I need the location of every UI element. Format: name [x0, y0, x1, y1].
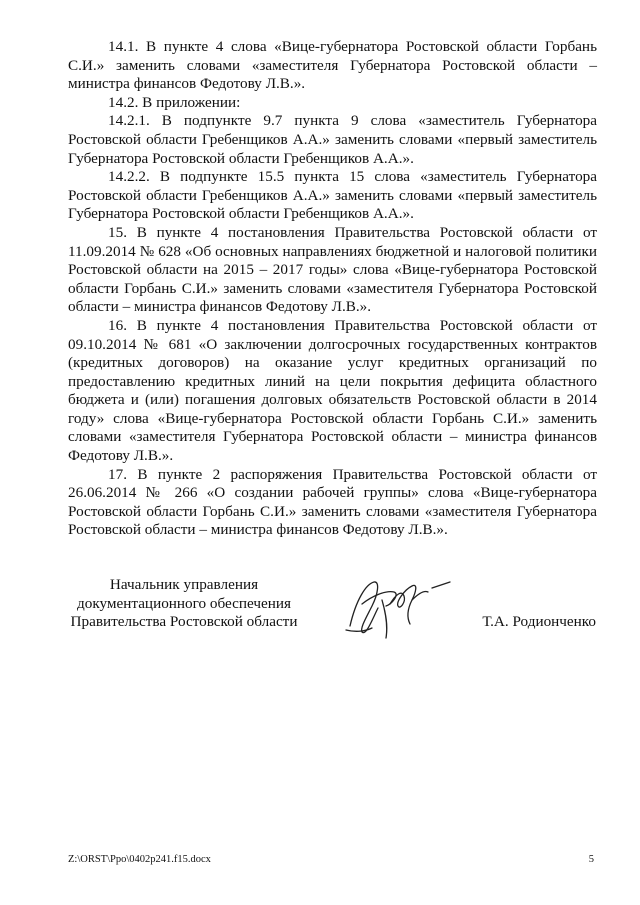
page-number: 5 — [588, 854, 594, 865]
signatory-name: Т.А. Родионченко — [482, 613, 596, 630]
signatory-position — [68, 576, 300, 632]
document-body — [68, 38, 597, 540]
paragraph-15: 15. В пункте 4 постановления Правительства Ростовской области от 11.09.2014 № 628 «Об основных направлениях бюджетной и налоговой политики Ростовской области на 2015 – 2017 годы» слова «Вице-губернатора Ростовской области Горбань С.И.» заменить словами «заместителя Губернатора Ростовской области – министра финансов Федотову Л.В.». — [68, 223, 597, 316]
paragraph-17: 17. В пункте 2 распоряжения Правительства Ростовской области от 26.06.2014 № 266 «О создании рабочей группы» слова «Вице-губернатора Ростовской области Горбань С.И.» заменить словами «заместителя Губернатора Ростовской области – министра финансов Федотову Л.В.». — [68, 465, 597, 539]
paragraph-14-2-1: 14.2.1. В подпункте 9.7 пункта 9 слова «заместитель Губернатора Ростовской области Гребенщиков А.А.» заменить словами «первый заместитель Губернатора Ростовской области Гребенщиков А.А.». — [68, 112, 597, 167]
file-path: Z:\ORST\Ppo\0402p241.f15.docx — [68, 854, 211, 865]
signatory-position-line: Начальник управления — [109, 576, 259, 593]
paragraph-14-2-2: 14.2.2. В подпункте 15.5 пункта 15 слова «заместитель Губернатора Ростовской области Гребенщиков А.А.» заменить словами «первый заместитель Губернатора Ростовской области Гребенщиков А.А.». — [68, 168, 597, 223]
signatory-position-line: Правительства Ростовской области — [70, 613, 298, 631]
paragraph-16: 16. В пункте 4 постановления Правительства Ростовской области от 09.10.2014 № 681 «О заключении долгосрочных государственных контрактов (кредитных договоров) на оказание услуг кредитных организаций по предоставлению кредитных линий на цели покрытия дефицита областного бюджета и (или) погашения долговых обязательств Ростовской области в 2014 году» слова «Вице-губернатора Ростовской области Горбань С.И.» заменить словами «заместителя Губернатора Ростовской области – министра финансов Федотову Л.В.». — [68, 316, 597, 465]
paragraph-14-2: 14.2. В приложении: — [108, 93, 241, 111]
signatory-position-line: документационного обеспечения — [77, 594, 291, 612]
signature-block — [0, 576, 640, 636]
handwritten-signature — [342, 570, 454, 646]
paragraph-14-1: 14.1. В пункте 4 слова «Вице-губернатора Ростовской области Горбань С.И.» заменить словами «заместителя Губернатора Ростовской области – министра финансов Федотову Л.В.». — [68, 38, 597, 93]
